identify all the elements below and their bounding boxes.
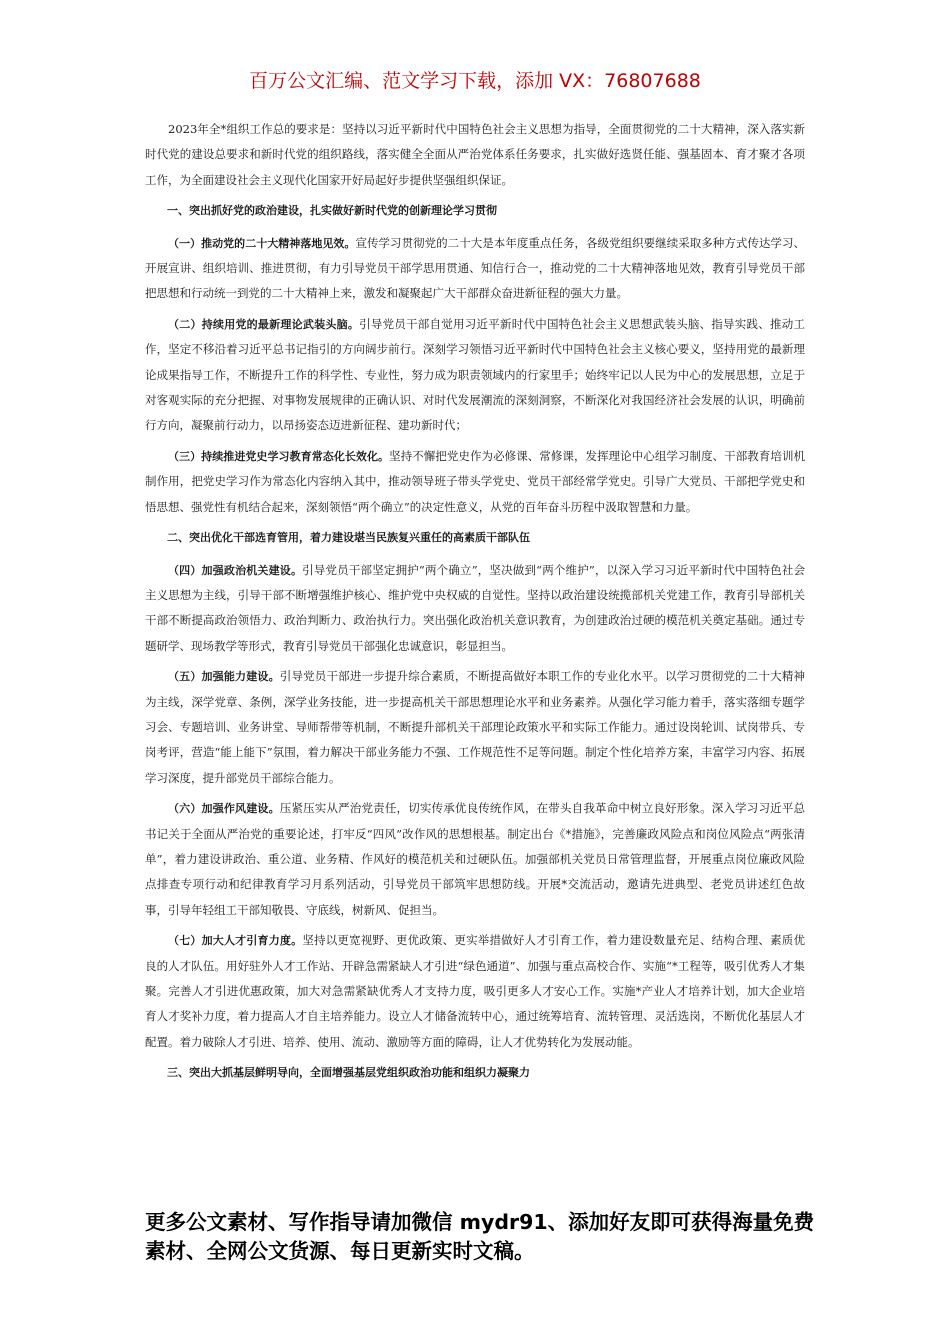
item-lead: （三）持续推进党史学习教育常态化长效化。 (168, 449, 390, 463)
item-text: 引导党员干部自觉用习近平新时代中国特色社会主义思想武装头脑、指导实践、推动工作，坚定不移沿着习近平总书记指引的方向阔步前行。深刻学习领悟习近平新时代中国特色社会主义核心要义，坚持用党的最新理论成果指导工作，不断提升工作的科学性、专业性，努力成为职责领域内的行家里手；始终牢记以人民为中心的发展思想，立足于对客观实际的充分把握、对事物发展规律的正确认识、对时代发展潮流的深刻洞察，不断深化对我国经济社会发展的认识，明确前行方向，凝聚前行动力，以昂扬姿态迈进新征程、建功新时代； (145, 316, 805, 433)
item-text: 坚持不懈把党史作为必修课、常修课，发挥理论中心组学习制度、干部教育培训机制作用，把党史学习作为常态化内容纳入其中，推动领导班子带头学党史、党员干部经常学党史。引导广大党员、干部把学党史和悟思想、强党性有机结合起来，深刻领悟“两个确立”的决定性意义，从党的百年奋斗历程中汲取智慧和力量。 (145, 448, 805, 514)
item-lead: （二）持续用党的最新理论武装头脑。 (168, 317, 360, 331)
item-paragraph (145, 558, 805, 660)
section-heading-1: 一、突出抓好党的政治建设，扎实做好新时代党的创新理论学习贯彻 (167, 204, 497, 218)
item-lead: （一）推动党的二十大精神落地见效。 (168, 236, 356, 250)
item-paragraph (145, 312, 805, 439)
intro-paragraph: 2023年全*组织工作总的要求是：坚持以习近平新时代中国特色社会主义思想为指导，全面贯彻党的二十大精神，深入落实新时代党的建设总要求和新时代党的组织路线，落实健全全面从严治党体系任务要求，扎实做好选贤任能、强基固本、育才聚才各项工作，为全面建设社会主义现代化国家开好局起好步提供坚强组织保证。 (145, 122, 805, 187)
header-banner: 百万公文汇编、范文学习下载，添加 VX：76807688 (249, 70, 701, 92)
item-lead: （五）加强能力建设。 (168, 670, 280, 684)
document-body (145, 117, 805, 1093)
item-lead: （四）加强政治机关建设。 (168, 563, 303, 577)
item-text: 引导党员干部坚定拥护“两个确立”，坚决做到“两个维护”，以深入学习习近平新时代中国特色社会主义思想为主线，引导干部不断增强维护核心、维护党中央权威的自觉性。坚持以政治建设统揽部机关党建工作，教育引导部机关干部不断提高政治领悟力、政治判断力、政治执行力。突出强化政治机关意识教育，为创建政治过硬的模范机关奠定基础。通过专题研学、现场教学等形式，教育引导党员干部强化忠诚意识，彰显担当。 (145, 562, 805, 653)
item-paragraph (145, 231, 805, 307)
item-paragraph (145, 444, 805, 520)
item-text: 坚持以更宽视野、更优政策、更实举措做好人才引育工作，着力建设数量充足、结构合理、素质优良的人才队伍。用好驻外人才工作站、开辟急需紧缺人才引进“绿色通道”、加强与重点高校合作、实施“*工程等，吸引优秀人才集聚。完善人才引进优惠政策，加大对急需紧缺优秀人才支持力度，吸引更多人才安心工作。实施*产业人才培养计划，加大企业培育人才奖补力度，着力提高人才自主培养能力。设立人才储备流转中心，通过统筹培育、流转管理、灵活选岗，不断优化基层人才配置。着力破除人才引进、培养、使用、流动、激励等方面的障碍，让人才优势转化为发展动能。 (145, 933, 806, 1049)
item-paragraph (145, 928, 805, 1055)
item-lead: （七）加大人才引育力度。 (168, 934, 303, 948)
item-paragraph (145, 796, 805, 923)
item-text: 压紧压实从严治党责任，切实传承优良传统作风，在带头自我革命中树立良好形象。深入学习习近平总书记关于全面从严治党的重要论述，打牢反“四风”改作风的思想根基。制定出台《*措施》，完善廉政风险点和岗位风险点“两张清单”，着力建设讲政治、重公道、业务精、作风好的模范机关和过硬队伍。加强部机关党员日常管理监督，开展重点岗位廉政风险点排查专项行动和纪律教育学习月系列活动，引导党员干部筑牢思想防线。开展*交流活动，邀请先进典型、老党员讲述红色故事，引导年轻组工干部知敬畏、守底线，树新风、促担当。 (145, 801, 806, 917)
section-heading-3: 三、突出大抓基层鲜明导向，全面增强基层党组织政治功能和组织力凝聚力 (167, 1066, 530, 1080)
item-lead: （六）加强作风建设。 (168, 802, 280, 816)
item-paragraph (145, 664, 805, 791)
item-text: 引导党员干部进一步提升综合素质，不断提高做好本职工作的专业化水平。以学习贯彻党的二十大精神为主线，深学党章、条例，深学业务技能，进一步提高机关干部思想理论水平和业务素养。从强化学习能力着手，落实落细专题学习会、专题培训、业务讲堂、导师帮带等机制，不断提升部机关干部理论政策水平和实际工作能力。通过设岗轮训、试岗带兵、专岗考评，营造“能上能下”氛围，着力解决干部业务能力不强、工作规范性不足等问题。制定个性化培养方案，丰富学习内容、拓展学习深度，提升部党员干部综合能力。 (145, 669, 806, 785)
footer-promo: 更多公文素材、写作指导请加微信 mydr91、添加好友即可获得海量免费素材、全网公文货源、每日更新实时文稿。 (145, 1210, 815, 1263)
item-text: 宣传学习贯彻党的二十大是本年度重点任务，各级党组织要继续采取多种方式传达学习、开展宣讲、组织培训、推进贯彻，有力引导党员干部学思用贯通、知信行合一，推动党的二十大精神落地见效，教育引导党员干部把思想和行动统一到党的二十大精神上来，激发和凝聚起广大干部群众奋进新征程的强大力量。 (145, 235, 806, 301)
section-heading-2: 二、突出优化干部选育管用，着力建设堪当民族复兴重任的高素质干部队伍 (167, 531, 530, 545)
